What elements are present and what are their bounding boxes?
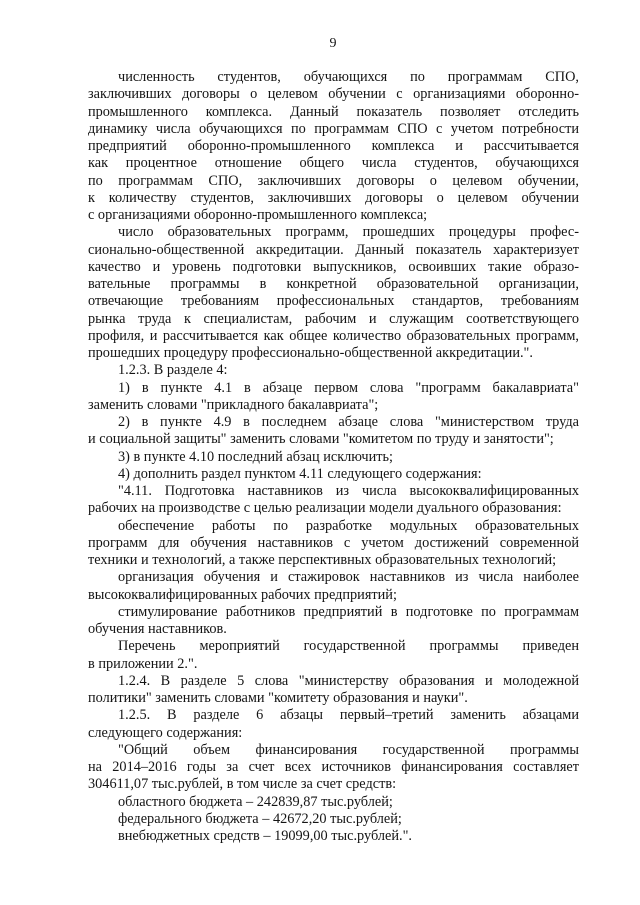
body-text-line: промышленного комплекса. Данный показатель позволяет отследить	[88, 103, 579, 120]
body-text-line: численность студентов, обучающихся по программам СПО,	[118, 69, 579, 85]
body-text-line: следующего содержания:	[88, 724, 243, 741]
body-text-line: профиля, и рассчитывается как общее количество образовательных программ,	[88, 327, 579, 344]
body-text-line: обучения наставников.	[88, 621, 227, 637]
body-text-line: сионально-общественной аккредитации. Данный показатель характеризует	[88, 241, 579, 258]
body-text-line: программ для обучения наставников с учетом достижений современной	[88, 534, 579, 551]
body-text-line: 1.2.4. В разделе 5 слова "министерству образования и молодежной	[118, 672, 579, 689]
body-text-line: в приложении 2.".	[88, 655, 198, 672]
body-text-line: областного бюджета – 242839,87 тыс.рублей;	[118, 793, 393, 810]
body-text-line: предприятий оборонно-промышленного комплекса и рассчитывается	[88, 138, 579, 154]
body-text-line: рабочих на производстве с целью реализации модели дуального образования:	[88, 500, 562, 517]
document-body	[88, 69, 579, 845]
body-text-line: политики" заменить словами "комитету образования и науки".	[88, 690, 468, 706]
body-text-line: 1.2.3. В разделе 4:	[118, 362, 228, 379]
body-text-line: "4.11. Подготовка наставников из числа высококвалифицированных	[118, 483, 579, 499]
body-text-line: внебюджетных средств – 19099,00 тыс.рублей.".	[118, 828, 412, 844]
body-text-line: динамику числа обучающихся по программам СПО с учетом потребности	[88, 120, 579, 137]
body-text-line: вательные программы в конкретной образовательной организации,	[88, 276, 579, 292]
body-text-line: Перечень мероприятий государственной программы приведен	[118, 638, 579, 655]
body-text-line: заключивших договоры о целевом обучении с организациями оборонно-	[88, 86, 579, 103]
body-text-line: рынка труда к специалистам, рабочим и служащим соответствующего	[88, 310, 579, 327]
body-text-line: заменить словами "прикладного бакалавриата";	[88, 396, 379, 413]
body-text-line: отвечающие требованиям профессиональных стандартов, требованиям	[88, 293, 579, 310]
body-text-line: 3) в пункте 4.10 последний абзац исключить;	[118, 448, 394, 465]
page-number: 9	[329, 36, 337, 51]
body-text-line: 1) в пункте 4.1 в абзаце первом слова "программ бакалавриата"	[118, 379, 579, 396]
body-text-line: 4) дополнить раздел пунктом 4.11 следующего содержания:	[118, 465, 482, 482]
body-text-line: к количеству студентов, заключивших договоры о целевом обучении	[88, 189, 579, 206]
body-text-line: "Общий объем финансирования государственной программы	[118, 741, 579, 758]
body-text-line: 1.2.5. В разделе 6 абзацы первый–третий заменить абзацами	[118, 707, 579, 724]
body-text-line: по программам СПО, заключивших договоры о целевом обучении,	[88, 172, 579, 189]
body-text-line: как процентное отношение общего числа студентов, обучающихся	[88, 155, 579, 172]
body-text-line: 2) в пункте 4.9 в последнем абзаце слова "министерством труда	[118, 414, 579, 430]
body-text-line: число образовательных программ, прошедших процедуры профес-	[118, 224, 579, 241]
body-text-line: федерального бюджета – 42672,20 тыс.рублей;	[118, 810, 402, 827]
body-text-line: стимулирование работников предприятий в подготовке по программам	[118, 603, 579, 620]
body-text-line: 304611,07 тыс.рублей, в том числе за счет средств:	[88, 776, 397, 793]
body-text-line: организация обучения и стажировок наставников из числа наиболее	[118, 569, 579, 586]
body-text-line: техники и технологий, а также перспективных образовательных технологий;	[88, 552, 557, 568]
body-text-line: с организациями оборонно-промышленного комплекса;	[88, 207, 428, 223]
body-text-line: качество и уровень подготовки выпускников, освоивших такие образо-	[88, 258, 579, 275]
body-text-line: и социальной защиты" заменить словами "комитетом по труду и занятости";	[88, 431, 554, 448]
body-text-line: обеспечение работы по разработке модульных образовательных	[118, 517, 579, 534]
body-text-line: высококвалифицированных рабочих предприятий;	[88, 586, 397, 603]
body-text-line: прошедших процедуру профессионально-общественной аккредитации.".	[88, 345, 533, 361]
body-text-line: на 2014–2016 годы за счет всех источников финансирования составляет	[88, 759, 579, 775]
